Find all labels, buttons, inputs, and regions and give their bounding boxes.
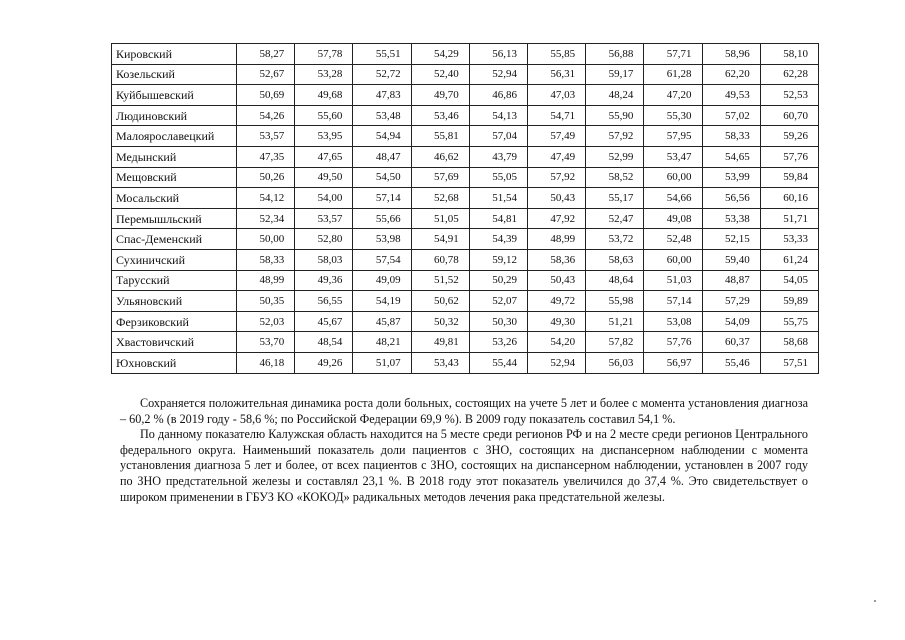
value-cell: 50,32 — [411, 311, 469, 332]
value-cell: 55,46 — [702, 352, 760, 373]
value-cell: 52,80 — [295, 229, 353, 250]
value-cell: 50,26 — [237, 167, 295, 188]
table-row — [112, 311, 819, 332]
value-cell: 57,92 — [586, 126, 644, 147]
value-cell: 58,33 — [237, 249, 295, 270]
value-cell: 53,57 — [237, 126, 295, 147]
value-cell: 55,60 — [295, 105, 353, 126]
value-cell: 59,26 — [760, 126, 818, 147]
value-cell: 47,83 — [353, 85, 411, 106]
value-cell: 56,31 — [527, 64, 585, 85]
value-cell: 54,12 — [237, 188, 295, 209]
value-cell: 49,68 — [295, 85, 353, 106]
value-cell: 58,33 — [702, 126, 760, 147]
value-cell: 55,44 — [469, 352, 527, 373]
value-cell: 58,36 — [527, 249, 585, 270]
value-cell: 47,49 — [527, 146, 585, 167]
value-cell: 50,43 — [527, 270, 585, 291]
value-cell: 50,35 — [237, 291, 295, 312]
value-cell: 60,78 — [411, 249, 469, 270]
value-cell: 54,66 — [644, 188, 702, 209]
value-cell: 53,72 — [586, 229, 644, 250]
value-cell: 53,43 — [411, 352, 469, 373]
value-cell: 49,81 — [411, 332, 469, 353]
value-cell: 61,24 — [760, 249, 818, 270]
value-cell: 48,21 — [353, 332, 411, 353]
district-name-cell: Юхновский — [112, 352, 237, 373]
value-cell: 50,43 — [527, 188, 585, 209]
value-cell: 58,03 — [295, 249, 353, 270]
table-row — [112, 249, 819, 270]
district-name-cell: Ферзиковский — [112, 311, 237, 332]
value-cell: 51,54 — [469, 188, 527, 209]
value-cell: 48,64 — [586, 270, 644, 291]
value-cell: 47,35 — [237, 146, 295, 167]
value-cell: 51,03 — [644, 270, 702, 291]
table-row — [112, 291, 819, 312]
value-cell: 54,20 — [527, 332, 585, 353]
value-cell: 54,50 — [353, 167, 411, 188]
value-cell: 49,50 — [295, 167, 353, 188]
value-cell: 52,15 — [702, 229, 760, 250]
value-cell: 51,52 — [411, 270, 469, 291]
district-name-cell: Козельский — [112, 64, 237, 85]
value-cell: 51,71 — [760, 208, 818, 229]
value-cell: 48,47 — [353, 146, 411, 167]
value-cell: 57,76 — [760, 146, 818, 167]
table-body — [112, 44, 819, 374]
value-cell: 52,94 — [469, 64, 527, 85]
value-cell: 52,67 — [237, 64, 295, 85]
value-cell: 54,00 — [295, 188, 353, 209]
district-name-cell: Тарусский — [112, 270, 237, 291]
value-cell: 53,99 — [702, 167, 760, 188]
table-row — [112, 146, 819, 167]
table-row — [112, 332, 819, 353]
value-cell: 55,30 — [644, 105, 702, 126]
value-cell: 49,36 — [295, 270, 353, 291]
value-cell: 53,28 — [295, 64, 353, 85]
value-cell: 57,78 — [295, 44, 353, 65]
value-cell: 60,00 — [644, 249, 702, 270]
value-cell: 47,03 — [527, 85, 585, 106]
value-cell: 46,62 — [411, 146, 469, 167]
value-cell: 50,62 — [411, 291, 469, 312]
value-cell: 57,49 — [527, 126, 585, 147]
value-cell: 62,28 — [760, 64, 818, 85]
value-cell: 56,55 — [295, 291, 353, 312]
value-cell: 55,51 — [353, 44, 411, 65]
value-cell: 53,38 — [702, 208, 760, 229]
value-cell: 60,70 — [760, 105, 818, 126]
value-cell: 54,09 — [702, 311, 760, 332]
value-cell: 57,71 — [644, 44, 702, 65]
value-cell: 56,56 — [702, 188, 760, 209]
value-cell: 49,08 — [644, 208, 702, 229]
value-cell: 54,65 — [702, 146, 760, 167]
district-name-cell: Мосальский — [112, 188, 237, 209]
value-cell: 57,54 — [353, 249, 411, 270]
table-row — [112, 44, 819, 65]
district-name-cell: Куйбышевский — [112, 85, 237, 106]
district-name-cell: Спас-Деменский — [112, 229, 237, 250]
value-cell: 60,16 — [760, 188, 818, 209]
paragraph-1: Сохраняется положительная динамика роста доли больных, состоящих на учете 5 лет и более с момента установления диагноза – 60,2 % (в 2019 году - 58,6 %; по Российской Федерации 69,9 %). В 2009 году показатель составил 54,1 %. — [120, 396, 808, 426]
value-cell: 53,95 — [295, 126, 353, 147]
value-cell: 58,10 — [760, 44, 818, 65]
value-cell: 59,89 — [760, 291, 818, 312]
value-cell: 55,75 — [760, 311, 818, 332]
value-cell: 60,37 — [702, 332, 760, 353]
value-cell: 54,39 — [469, 229, 527, 250]
value-cell: 61,28 — [644, 64, 702, 85]
value-cell: 55,05 — [469, 167, 527, 188]
value-cell: 53,33 — [760, 229, 818, 250]
value-cell: 54,71 — [527, 105, 585, 126]
value-cell: 52,47 — [586, 208, 644, 229]
table-row — [112, 64, 819, 85]
district-name-cell: Перемышльский — [112, 208, 237, 229]
value-cell: 53,57 — [295, 208, 353, 229]
value-cell: 52,03 — [237, 311, 295, 332]
value-cell: 54,05 — [760, 270, 818, 291]
paragraph-2: По данному показателю Калужская область находится на 5 месте среди регионов РФ и на 2 месте среди регионов Центрального федерального округа. Наименьший показатель доли пациентов с ЗНО, состоящих на диспансерном наблюдении с момента установления диагноза 5 лет и более, от всех пациентов с ЗНО, состоящих на диспансерном наблюдении, установлен в 2007 году по ЗНО предстательной железы и составлял 23,1 %. В 2018 году этот показатель увеличился до 37,4 %. Это свидетельствует о широком применении в ГБУЗ КО «КОКОД» радикальных методов лечения рака предстательной железы. — [120, 427, 808, 504]
value-cell: 54,29 — [411, 44, 469, 65]
value-cell: 53,47 — [644, 146, 702, 167]
value-cell: 52,07 — [469, 291, 527, 312]
value-cell: 53,70 — [237, 332, 295, 353]
value-cell: 51,07 — [353, 352, 411, 373]
value-cell: 58,27 — [237, 44, 295, 65]
table-row — [112, 352, 819, 373]
table-row — [112, 229, 819, 250]
value-cell: 51,05 — [411, 208, 469, 229]
value-cell: 47,20 — [644, 85, 702, 106]
value-cell: 48,24 — [586, 85, 644, 106]
value-cell: 57,76 — [644, 332, 702, 353]
scan-speck — [874, 600, 876, 602]
value-cell: 62,20 — [702, 64, 760, 85]
value-cell: 59,17 — [586, 64, 644, 85]
value-cell: 57,95 — [644, 126, 702, 147]
value-cell: 52,34 — [237, 208, 295, 229]
district-name-cell: Хвастовичский — [112, 332, 237, 353]
value-cell: 55,17 — [586, 188, 644, 209]
value-cell: 55,90 — [586, 105, 644, 126]
value-cell: 58,68 — [760, 332, 818, 353]
value-cell: 57,51 — [760, 352, 818, 373]
value-cell: 49,30 — [527, 311, 585, 332]
value-cell: 58,96 — [702, 44, 760, 65]
value-cell: 54,81 — [469, 208, 527, 229]
value-cell: 57,14 — [644, 291, 702, 312]
value-cell: 57,14 — [353, 188, 411, 209]
value-cell: 53,46 — [411, 105, 469, 126]
value-cell: 45,87 — [353, 311, 411, 332]
table-row — [112, 167, 819, 188]
value-cell: 46,18 — [237, 352, 295, 373]
body-text — [120, 396, 808, 505]
value-cell: 49,53 — [702, 85, 760, 106]
value-cell: 55,85 — [527, 44, 585, 65]
district-name-cell: Людиновский — [112, 105, 237, 126]
value-cell: 50,69 — [237, 85, 295, 106]
value-cell: 50,30 — [469, 311, 527, 332]
value-cell: 55,98 — [586, 291, 644, 312]
table-row — [112, 270, 819, 291]
table-row — [112, 126, 819, 147]
table-row — [112, 105, 819, 126]
value-cell: 49,26 — [295, 352, 353, 373]
value-cell: 48,54 — [295, 332, 353, 353]
table-row — [112, 208, 819, 229]
value-cell: 53,26 — [469, 332, 527, 353]
value-cell: 56,03 — [586, 352, 644, 373]
value-cell: 47,92 — [527, 208, 585, 229]
value-cell: 43,79 — [469, 146, 527, 167]
district-name-cell: Кировский — [112, 44, 237, 65]
value-cell: 58,52 — [586, 167, 644, 188]
value-cell: 54,26 — [237, 105, 295, 126]
value-cell: 48,87 — [702, 270, 760, 291]
value-cell: 57,02 — [702, 105, 760, 126]
value-cell: 56,97 — [644, 352, 702, 373]
value-cell: 53,48 — [353, 105, 411, 126]
value-cell: 51,21 — [586, 311, 644, 332]
value-cell: 59,84 — [760, 167, 818, 188]
value-cell: 46,86 — [469, 85, 527, 106]
value-cell: 52,53 — [760, 85, 818, 106]
data-table — [111, 43, 819, 374]
value-cell: 57,82 — [586, 332, 644, 353]
value-cell: 49,70 — [411, 85, 469, 106]
value-cell: 52,40 — [411, 64, 469, 85]
table-row — [112, 85, 819, 106]
district-name-cell: Сухиничский — [112, 249, 237, 270]
value-cell: 57,29 — [702, 291, 760, 312]
district-name-cell: Малоярославецкий — [112, 126, 237, 147]
value-cell: 45,67 — [295, 311, 353, 332]
value-cell: 48,99 — [237, 270, 295, 291]
value-cell: 54,91 — [411, 229, 469, 250]
value-cell: 57,69 — [411, 167, 469, 188]
value-cell: 55,81 — [411, 126, 469, 147]
value-cell: 59,12 — [469, 249, 527, 270]
value-cell: 55,66 — [353, 208, 411, 229]
value-cell: 58,63 — [586, 249, 644, 270]
value-cell: 52,48 — [644, 229, 702, 250]
value-cell: 56,13 — [469, 44, 527, 65]
value-cell: 56,88 — [586, 44, 644, 65]
value-cell: 52,94 — [527, 352, 585, 373]
value-cell: 59,40 — [702, 249, 760, 270]
value-cell: 48,99 — [527, 229, 585, 250]
value-cell: 57,92 — [527, 167, 585, 188]
value-cell: 52,68 — [411, 188, 469, 209]
value-cell: 52,72 — [353, 64, 411, 85]
value-cell: 49,09 — [353, 270, 411, 291]
value-cell: 53,08 — [644, 311, 702, 332]
value-cell: 60,00 — [644, 167, 702, 188]
value-cell: 50,29 — [469, 270, 527, 291]
table-row — [112, 188, 819, 209]
value-cell: 53,98 — [353, 229, 411, 250]
value-cell: 49,72 — [527, 291, 585, 312]
district-name-cell: Мещовский — [112, 167, 237, 188]
district-name-cell: Ульяновский — [112, 291, 237, 312]
value-cell: 54,13 — [469, 105, 527, 126]
value-cell: 52,99 — [586, 146, 644, 167]
value-cell: 57,04 — [469, 126, 527, 147]
value-cell: 50,00 — [237, 229, 295, 250]
district-name-cell: Медынский — [112, 146, 237, 167]
value-cell: 54,19 — [353, 291, 411, 312]
value-cell: 47,65 — [295, 146, 353, 167]
value-cell: 54,94 — [353, 126, 411, 147]
